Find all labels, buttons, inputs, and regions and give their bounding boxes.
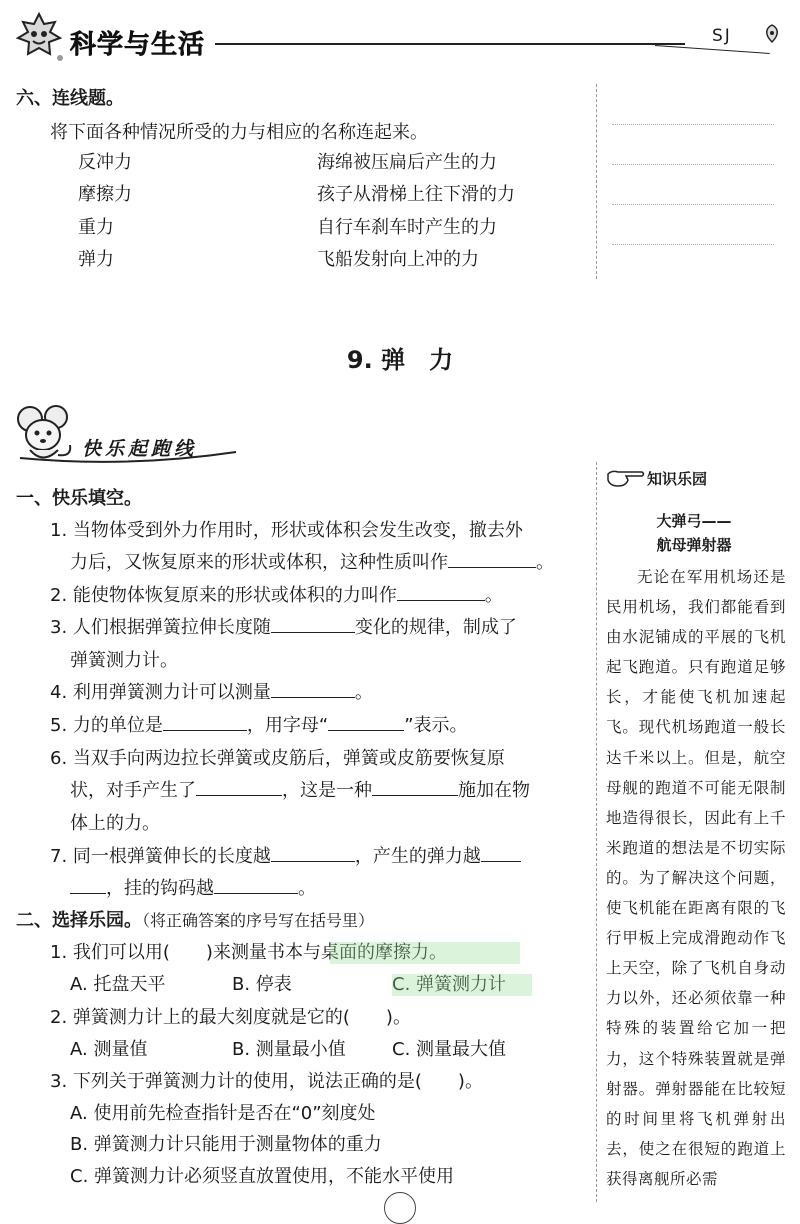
fill-q6-blank-2[interactable] <box>372 777 458 796</box>
book-code: SJ <box>712 26 732 46</box>
match-right-2[interactable]: 孩子从滑梯上往下滑的力 <box>317 184 515 205</box>
choice-q1-opt-c[interactable]: C. 弹簧测力计 <box>392 974 507 995</box>
match-left-1[interactable]: 反冲力 <box>78 152 132 173</box>
note-line-4[interactable] <box>612 244 774 245</box>
fill-q6-line2 <box>70 776 530 802</box>
choice-q1-opt-b[interactable]: B. 停表 <box>232 974 292 995</box>
fill-q4-text: 4. 利用弹簧测力计可以测量 <box>50 682 271 703</box>
fill-q6-text-c: ，这是一种 <box>282 780 372 801</box>
side-divider-top <box>596 84 597 279</box>
article-title-line1: 大弹弓—— <box>656 512 732 530</box>
fill-q5-text-c: ”表示。 <box>404 715 468 736</box>
fill-q5-blank-2[interactable] <box>328 712 404 731</box>
note-line-1[interactable] <box>612 124 774 125</box>
match-left-4[interactable]: 弹力 <box>78 249 114 270</box>
fill-q7-blank-3[interactable] <box>214 875 298 894</box>
note-line-2[interactable] <box>612 164 774 165</box>
match-right-3[interactable]: 自行车刹车时产生的力 <box>317 217 497 238</box>
fill-q6-line3: 体上的力。 <box>70 813 160 834</box>
chapter-title: 9. 弹 力 <box>346 346 454 374</box>
page-number-badge <box>384 1192 416 1224</box>
fill-q1-blank[interactable] <box>448 549 536 568</box>
fill-q1-line1: 1. 当物体受到外力作用时，形状或体积会发生改变，撤去外 <box>50 520 523 541</box>
fill-q4-period: 。 <box>354 682 373 703</box>
header-rule-end <box>655 45 770 54</box>
fill-q6-blank-1[interactable] <box>196 777 282 796</box>
choice-q2-opt-b[interactable]: B. 测量最小值 <box>232 1039 346 1060</box>
fill-q7-blank-2-cont[interactable] <box>70 875 106 894</box>
choice-title <box>16 906 374 932</box>
fill-q5-blank-1[interactable] <box>163 712 247 731</box>
fill-q5 <box>50 711 468 737</box>
pointing-hand-icon <box>606 466 646 490</box>
fill-q2-period: 。 <box>484 585 503 606</box>
choice-q1: 1. 我们可以用( )来测量书本与桌面的摩擦力。 <box>50 942 447 963</box>
fill-q2-blank[interactable] <box>397 582 485 601</box>
fill-q7-text-b: ，产生的弹力越 <box>354 846 481 867</box>
fill-title: 一、快乐填空。 <box>16 488 142 509</box>
fill-q4 <box>50 678 373 704</box>
fill-q3-text-a: 3. 人们根据弹簧拉伸长度随 <box>50 617 271 638</box>
match-left-3[interactable]: 重力 <box>78 217 114 238</box>
happy-run-banner: 快乐起跑线 <box>82 438 198 460</box>
choice-q3-opt-c[interactable]: C. 弹簧测力计必须竖直放置使用，不能水平使用 <box>70 1166 455 1187</box>
choice-q2: 2. 弹簧测力计上的最大刻度就是它的( )。 <box>50 1007 411 1028</box>
fill-q6-line1: 6. 当双手向两边拉长弹簧或皮筋后，弹簧或皮筋要恢复原 <box>50 748 505 769</box>
match-right-4[interactable]: 飞船发射向上冲的力 <box>317 249 479 270</box>
section6-instruction: 将下面各种情况所受的力与相应的名称连起来。 <box>50 122 428 143</box>
fill-q7-blank-2[interactable] <box>481 843 521 862</box>
choice-q3-opt-b[interactable]: B. 弹簧测力计只能用于测量物体的重力 <box>70 1134 382 1155</box>
highlight-mark-2 <box>392 974 532 996</box>
fill-q6-text-d: 施加在物 <box>458 780 530 801</box>
leaf-icon <box>760 22 784 46</box>
fill-q4-blank[interactable] <box>271 679 355 698</box>
match-right-1[interactable]: 海绵被压扁后产生的力 <box>317 152 497 173</box>
fill-q7-line1 <box>50 842 521 868</box>
side-divider-bottom <box>596 462 597 1202</box>
note-line-3[interactable] <box>612 204 774 205</box>
fill-q1-period: 。 <box>536 552 554 573</box>
header-rule <box>215 43 685 45</box>
brand-title: 科学与生活 <box>70 30 206 60</box>
highlight-mark-1 <box>330 942 520 964</box>
match-left-2[interactable]: 摩擦力 <box>78 184 132 205</box>
article-title-line2: 航母弹射器 <box>656 536 732 554</box>
choice-note: （将正确答案的序号写在括号里） <box>142 911 375 930</box>
choice-q3: 3. 下列关于弹簧测力计的使用，说法正确的是( )。 <box>50 1071 483 1092</box>
fill-q7-blank-1[interactable] <box>271 843 355 862</box>
fill-q3-line1 <box>50 613 517 639</box>
banner-swoosh <box>18 446 238 464</box>
choice-title-text: 二、选择乐园。 <box>16 910 142 931</box>
fill-q7-period: 。 <box>298 878 316 899</box>
section6-title: 六、连线题。 <box>16 88 124 109</box>
choice-q1-opt-a[interactable]: A. 托盘天平 <box>70 974 166 995</box>
choice-q2-opt-c[interactable]: C. 测量最大值 <box>392 1039 507 1060</box>
fill-q1-line2 <box>70 548 554 574</box>
mascot-icon <box>8 10 70 64</box>
fill-q6-text-b: 状，对手产生了 <box>70 780 196 801</box>
fill-q3-line2: 弹簧测力计。 <box>70 650 178 671</box>
choice-q2-opt-a[interactable]: A. 测量值 <box>70 1039 148 1060</box>
fill-q2-text: 2. 能使物体恢复原来的形状或体积的力叫作 <box>50 585 397 606</box>
fill-q3-text-b: 变化的规律，制成了 <box>354 617 517 638</box>
fill-q7-text-a: 7. 同一根弹簧伸长的长度越 <box>50 846 271 867</box>
fill-q1-text: 力后，又恢复原来的形状或体积，这种性质叫作 <box>70 552 448 573</box>
choice-q3-opt-a[interactable]: A. 使用前先检查指针是否在“0”刻度处 <box>70 1103 376 1124</box>
fill-q3-blank[interactable] <box>271 614 355 633</box>
article-body: 无论在军用机场还是民用机场，我们都能看到由水泥铺成的平展的飞机起飞跑道。只有跑道足够长，才能使飞机加速起飞。现代机场跑道一般长达千米以上。但是，航空母舰的跑道不可能无限制地造得很长，因此有上千米跑道的想法是不切实际的。为了解决这个问题，使飞机能在距离有限的飞行甲板上完成滑跑动作飞上天空，除了飞机自身动力以外，还必须依靠一种特殊的装置给它加一把力，这个特殊装置就是弹射器。弹射器能在比较短的时间里将飞机弹射出去，使之在很短的跑道上获得离舰所必需 <box>606 568 786 1188</box>
fill-q7-text-c: ，挂的钩码越 <box>106 878 214 899</box>
fill-q5-text-a: 5. 力的单位是 <box>50 715 163 736</box>
fill-q7-line2 <box>70 874 316 900</box>
fill-q2 <box>50 581 503 607</box>
fill-q5-text-b: ，用字母“ <box>246 715 329 736</box>
knowledge-heading: 知识乐园 <box>647 470 708 488</box>
